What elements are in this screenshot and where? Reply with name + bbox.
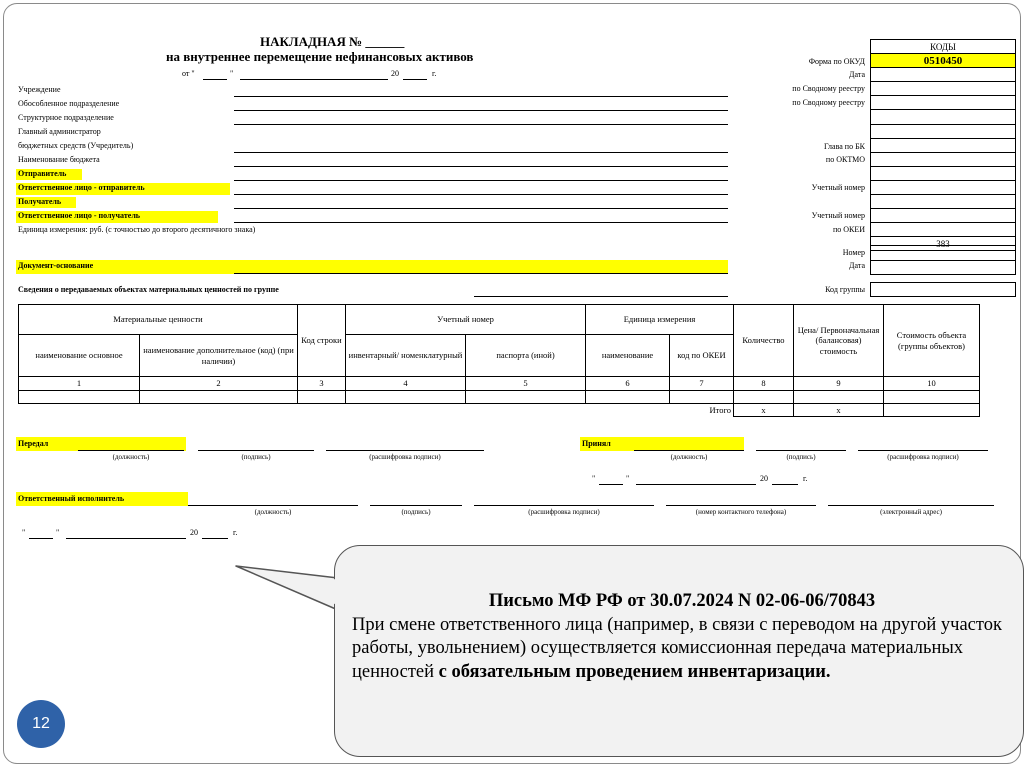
caption-signature: (подпись) — [241, 453, 271, 461]
label-data-2: Дата — [849, 261, 865, 270]
code-cell — [871, 180, 1016, 194]
col-number: 10 — [884, 377, 980, 391]
table-cell — [19, 390, 140, 403]
field-budget: Наименование бюджета — [18, 155, 100, 164]
code-cell — [871, 110, 1016, 124]
th-name-extra: наименование дополнительное (код) (при наличии) — [140, 335, 298, 377]
document-basis-label: Документ-основание — [18, 261, 94, 270]
date-year-line — [403, 79, 427, 80]
th-cost: Стоимость объекта (группы объектов) — [884, 305, 980, 377]
date-line — [29, 538, 53, 539]
field-founder: бюджетных средств (Учредитель) — [18, 141, 134, 150]
fill-line — [234, 273, 728, 274]
th-name-main: наименование основное — [19, 335, 140, 377]
fill-line — [234, 166, 728, 167]
fill-line — [234, 208, 728, 209]
sig-line — [756, 450, 846, 451]
label-okei: по ОКЕИ — [832, 225, 865, 234]
label-nomer: Номер — [842, 248, 865, 257]
callout-body — [352, 614, 1012, 685]
field-structural: Структурное подразделение — [18, 113, 114, 122]
caption-position: (должность) — [112, 453, 150, 461]
caption-signature: (подпись) — [401, 508, 431, 516]
caption-decoding: (расшифровка подписи) — [369, 453, 441, 461]
col-number: 5 — [466, 377, 586, 391]
date-year: 20 — [190, 528, 198, 537]
sig-line — [666, 505, 816, 506]
table-cell — [140, 390, 298, 403]
date-year-label: 20 — [391, 69, 399, 78]
codes-header: КОДЫ — [871, 40, 1016, 54]
fill-line — [234, 124, 728, 125]
group-info-label: Сведения о передаваемых объектах материальных ценностей по группе — [18, 285, 279, 294]
callout-title: Письмо МФ РФ от 30.07.2024 N 02-06-06/70843 — [488, 591, 876, 611]
col-number: 7 — [670, 377, 734, 391]
field-unit: Единица измерения: руб. (с точностью до второго десятичного знака) — [18, 225, 256, 234]
table-cell — [884, 390, 980, 403]
label-glava: Глава по БК — [824, 142, 865, 151]
table-cell — [734, 390, 794, 403]
total-label: Итого — [19, 403, 734, 417]
date-g-label: г. — [432, 69, 437, 78]
fill-line — [234, 152, 728, 153]
codes-grid — [870, 39, 1016, 251]
table-cell — [298, 390, 346, 403]
date-year: 20 — [760, 474, 768, 483]
sig-line — [78, 450, 184, 451]
th-passport: паспорта (иной) — [466, 335, 586, 377]
total-cost — [884, 403, 980, 417]
label-oktmo: по ОКТМО — [825, 155, 865, 164]
code-cell — [871, 124, 1016, 138]
sig-line — [858, 450, 988, 451]
table-cell — [670, 390, 734, 403]
fill-line — [234, 110, 728, 111]
th-account-number: Учетный номер — [346, 305, 586, 335]
date-quote: " — [626, 474, 630, 483]
page-number-badge: 12 — [17, 700, 65, 748]
fill-line — [234, 180, 728, 181]
sig-line — [198, 450, 314, 451]
peredal-label: Передал — [18, 439, 49, 448]
date-day-line — [203, 79, 227, 80]
field-institution: Учреждение — [18, 85, 61, 94]
code-cell — [871, 166, 1016, 180]
basis-code-box — [870, 245, 1016, 275]
sig-line — [828, 505, 994, 506]
total-price: x — [794, 403, 884, 417]
code-cell — [871, 209, 1016, 223]
sig-line — [634, 450, 744, 451]
field-receiver-person: Ответственное лицо - получатель — [18, 211, 141, 220]
caption-decoding: (расшифровка подписи) — [887, 453, 959, 461]
code-cell — [871, 152, 1016, 166]
form-subtitle: на внутреннее перемещение нефинансовых активов — [166, 49, 474, 64]
sig-line — [188, 505, 358, 506]
code-cell — [871, 195, 1016, 209]
label-uchet-1: Учетный номер — [811, 183, 865, 192]
date-line — [772, 484, 798, 485]
th-materials: Материальные ценности — [19, 305, 298, 335]
label-date: Дата — [849, 70, 865, 79]
sig-line — [370, 505, 462, 506]
field-sender-person: Ответственное лицо - отправитель — [18, 183, 145, 192]
table-cell — [346, 390, 466, 403]
label-uchet-2: Учетный номер — [811, 211, 865, 220]
col-number: 9 — [794, 377, 884, 391]
caption-decoding: (расшифровка подписи) — [528, 508, 600, 516]
code-cell — [871, 82, 1016, 96]
caption-email: (электронный адрес) — [880, 508, 942, 516]
table-cell — [794, 390, 884, 403]
th-inventory: инвентарный/ номенклатурный — [346, 335, 466, 377]
prinyal-label: Принял — [582, 439, 611, 448]
callout-body-text: При смене ответственного лица (например, в связи с переводом на другой участок работы, увольнением) осуществляется комиссионная передача материальных ценностей — [352, 614, 1002, 682]
code-cell — [871, 68, 1016, 82]
fill-line — [474, 296, 728, 297]
okei-code: 383 — [871, 237, 1016, 251]
date-line — [599, 484, 623, 485]
col-number: 2 — [140, 377, 298, 391]
field-main-admin: Главный администратор — [18, 127, 101, 136]
th-unit: Единица измерения — [586, 305, 734, 335]
date-g: г. — [803, 474, 808, 483]
label-reestr-2: по Сводному реестру — [792, 98, 865, 107]
sig-line — [474, 505, 654, 506]
fill-line — [234, 194, 728, 195]
label-okud: Форма по ОКУД — [808, 57, 865, 66]
total-quantity: x — [734, 403, 794, 417]
col-number: 6 — [586, 377, 670, 391]
date-line — [636, 484, 756, 485]
fill-line — [234, 96, 728, 97]
label-reestr-1: по Сводному реестру — [792, 84, 865, 93]
code-cell — [871, 223, 1016, 237]
th-price: Цена/ Первоначальная (балансовая) стоимость — [794, 305, 884, 377]
date-quote: " — [230, 69, 234, 78]
field-sender: Отправитель — [18, 169, 67, 178]
caption-position: (должность) — [254, 508, 292, 516]
code-cell — [871, 96, 1016, 110]
date-month-line — [240, 79, 388, 80]
date-g: г. — [233, 528, 238, 537]
group-code-box — [870, 282, 1016, 297]
okud-code: 0510450 — [871, 54, 1016, 68]
th-line-code: Код строки — [298, 305, 346, 377]
date-line — [202, 538, 228, 539]
th-quantity: Количество — [734, 305, 794, 377]
field-receiver: Получатель — [18, 197, 62, 206]
table-cell — [586, 390, 670, 403]
highlight-basis — [16, 260, 728, 274]
col-number: 3 — [298, 377, 346, 391]
caption-signature: (подпись) — [786, 453, 816, 461]
date-quote: " — [22, 528, 26, 537]
executor-label: Ответственный исполнитель — [18, 494, 125, 503]
th-unit-name: наименование — [586, 335, 670, 377]
date-quote: " — [592, 474, 596, 483]
date-quote: " — [56, 528, 60, 537]
caption-phone: (номер контактного телефона) — [695, 508, 787, 516]
date-from-label: от " — [182, 69, 195, 78]
items-table — [18, 304, 980, 417]
sig-line — [326, 450, 484, 451]
col-number: 8 — [734, 377, 794, 391]
caption-position: (должность) — [670, 453, 708, 461]
callout-text — [352, 590, 1012, 684]
callout-body-bold: с обязательным проведением инвентаризации. — [438, 661, 831, 682]
form-title: НАКЛАДНАЯ № ______ — [260, 34, 405, 49]
th-okei: код по ОКЕИ — [670, 335, 734, 377]
col-number: 1 — [19, 377, 140, 391]
label-kod-gruppy: Код группы — [825, 285, 865, 294]
field-subdivision: Обособленное подразделение — [18, 99, 120, 108]
code-cell — [871, 138, 1016, 152]
date-line — [66, 538, 186, 539]
table-cell — [466, 390, 586, 403]
fill-line — [234, 222, 728, 223]
col-number: 4 — [346, 377, 466, 391]
